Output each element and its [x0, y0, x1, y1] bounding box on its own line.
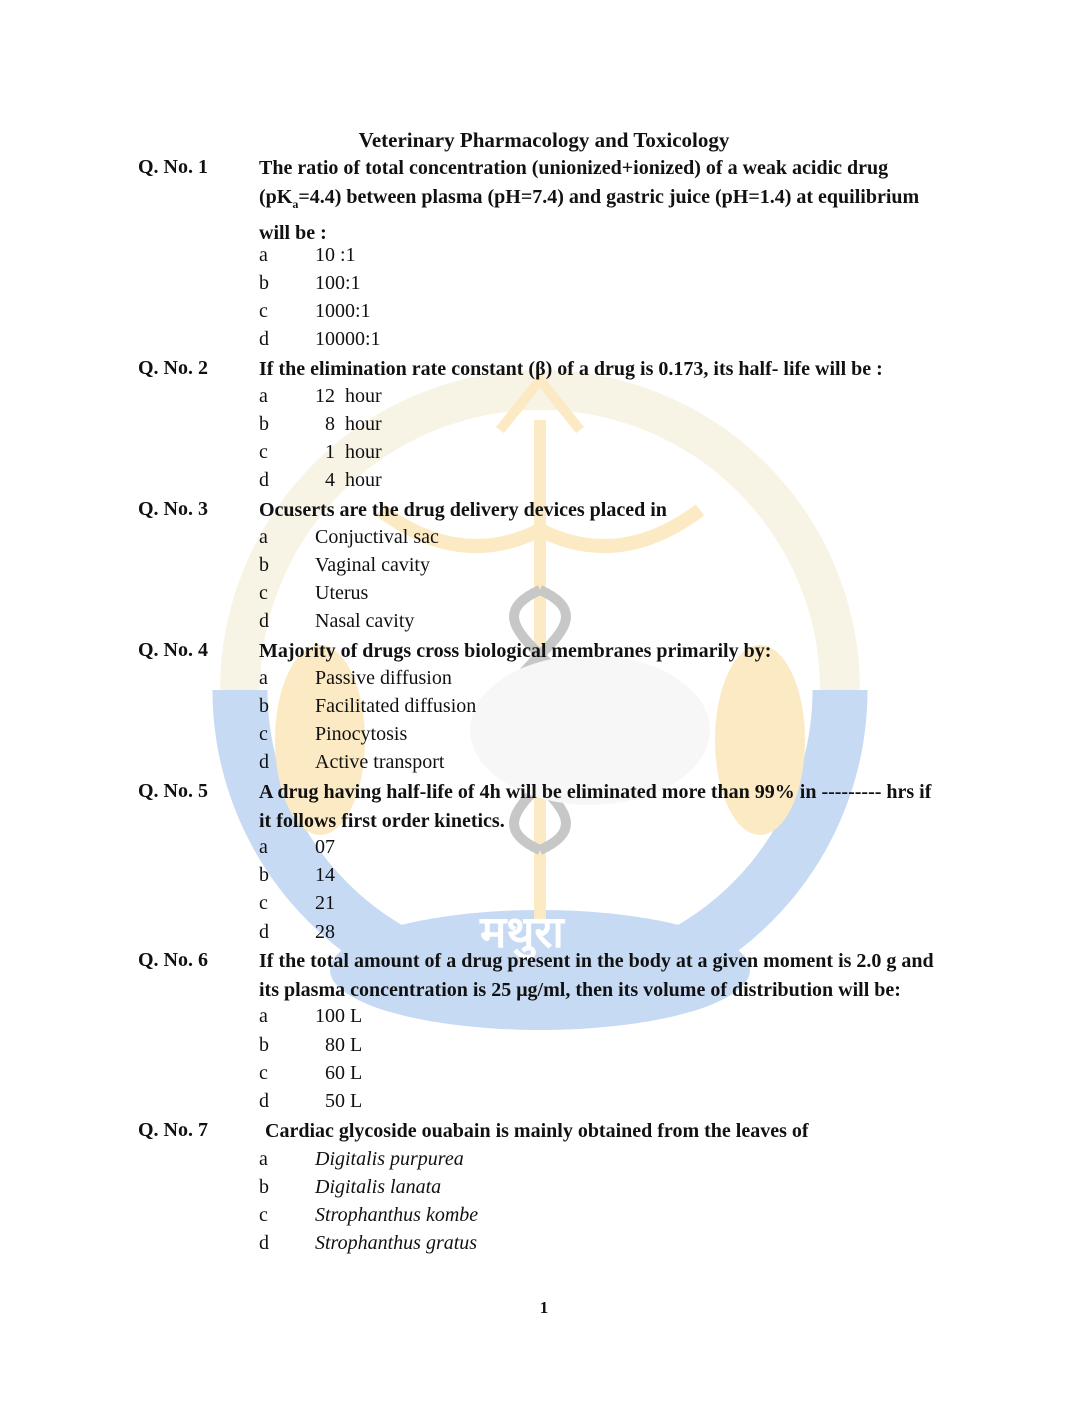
option-text: 100 L: [315, 1005, 363, 1027]
option-letter: a: [259, 1005, 268, 1027]
option-letter: a: [259, 667, 268, 689]
option-letter: a: [259, 836, 268, 858]
question-text: Ocuserts are the drug delivery devices placed in: [259, 499, 667, 521]
question-text: If the elimination rate constant (β) of a drug is 0.173, its half- life will be :: [259, 358, 883, 380]
option-text: Uterus: [315, 582, 369, 604]
option-letter: c: [259, 723, 268, 745]
option-text: Nasal cavity: [315, 610, 415, 632]
question-number: Q. No. 4: [138, 639, 208, 661]
option-letter: c: [259, 582, 268, 604]
option-letter: b: [259, 695, 269, 717]
question-text: If the total amount of a drug present in the body at a given moment is 2.0 g and its plasma concentration is 25 μg/ml, then its volume of distribution will be:: [259, 950, 934, 1001]
option-letter: c: [259, 1062, 268, 1084]
option-text: 4 hour: [315, 469, 382, 491]
option-letter: b: [259, 864, 269, 886]
option-text: 12 hour: [315, 385, 382, 407]
option-letter: a: [259, 385, 268, 407]
question-text: Cardiac glycoside ouabain is mainly obtained from the leaves of: [265, 1120, 809, 1142]
option-text: Strophanthus kombe: [315, 1204, 479, 1226]
option-text: Vaginal cavity: [315, 554, 430, 576]
option-letter: c: [259, 441, 268, 463]
option-letter: d: [259, 1090, 269, 1112]
page-title: Veterinary Pharmacology and Toxicology: [358, 128, 730, 152]
option-letter: a: [259, 526, 268, 548]
option-text: Digitalis purpurea: [315, 1148, 464, 1170]
option-letter: d: [259, 469, 269, 491]
question-number: Q. No. 1: [138, 156, 208, 178]
option-letter: d: [259, 328, 269, 350]
option-text: 10 :1: [315, 244, 356, 266]
option-text: 10000:1: [315, 328, 381, 350]
option-letter: c: [259, 1204, 268, 1226]
option-letter: b: [259, 413, 269, 435]
option-letter: b: [259, 554, 269, 576]
option-text: 1 hour: [315, 441, 382, 463]
option-letter: d: [259, 751, 269, 773]
option-text: Passive diffusion: [315, 667, 452, 689]
option-letter: d: [259, 610, 269, 632]
question-number: Q. No. 6: [138, 949, 208, 971]
question-number: Q. No. 7: [138, 1119, 208, 1141]
option-letter: b: [259, 272, 269, 294]
option-text: 21: [315, 892, 335, 914]
option-text: 100:1: [315, 272, 361, 294]
option-letter: b: [259, 1034, 269, 1056]
question-number: Q. No. 3: [138, 498, 208, 520]
option-text: Active transport: [315, 751, 445, 773]
option-text: Strophanthus gratus: [315, 1232, 478, 1254]
option-text: 14: [315, 864, 335, 886]
question-text: A drug having half-life of 4h will be eliminated more than 99% in --------- hrs if it follows first order kinetics.: [259, 781, 932, 832]
option-text: Pinocytosis: [315, 723, 408, 745]
option-text: 07: [315, 836, 335, 858]
option-text: 28: [315, 921, 335, 943]
option-letter: c: [259, 300, 268, 322]
page-number: 1: [539, 1298, 549, 1317]
option-letter: b: [259, 1176, 269, 1198]
option-text: Digitalis lanata: [315, 1176, 442, 1198]
option-text: 80 L: [315, 1034, 363, 1056]
option-text: 50 L: [315, 1090, 363, 1112]
option-text: 60 L: [315, 1062, 363, 1084]
option-text: 8 hour: [315, 413, 382, 435]
question-text: Majority of drugs cross biological membranes primarily by:: [259, 640, 772, 662]
option-letter: a: [259, 244, 268, 266]
option-text: 1000:1: [315, 300, 371, 322]
watermark-city-text: मथुरा: [480, 907, 564, 958]
question-number: Q. No. 5: [138, 780, 208, 802]
option-letter: a: [259, 1148, 268, 1170]
option-text: Facilitated diffusion: [315, 695, 477, 717]
question-text: The ratio of total concentration (unionized+ionized) of a weak acidic drug $(pK_a=4.4)$ between plasma (pH=7.4) and gastric juice (pH=1.4) at equilibrium will be :: [259, 157, 920, 244]
option-letter: c: [259, 892, 268, 914]
option-letter: d: [259, 1232, 269, 1254]
option-text: Conjuctival sac: [315, 526, 439, 548]
question-number: Q. No. 2: [138, 357, 208, 379]
option-letter: d: [259, 921, 269, 943]
